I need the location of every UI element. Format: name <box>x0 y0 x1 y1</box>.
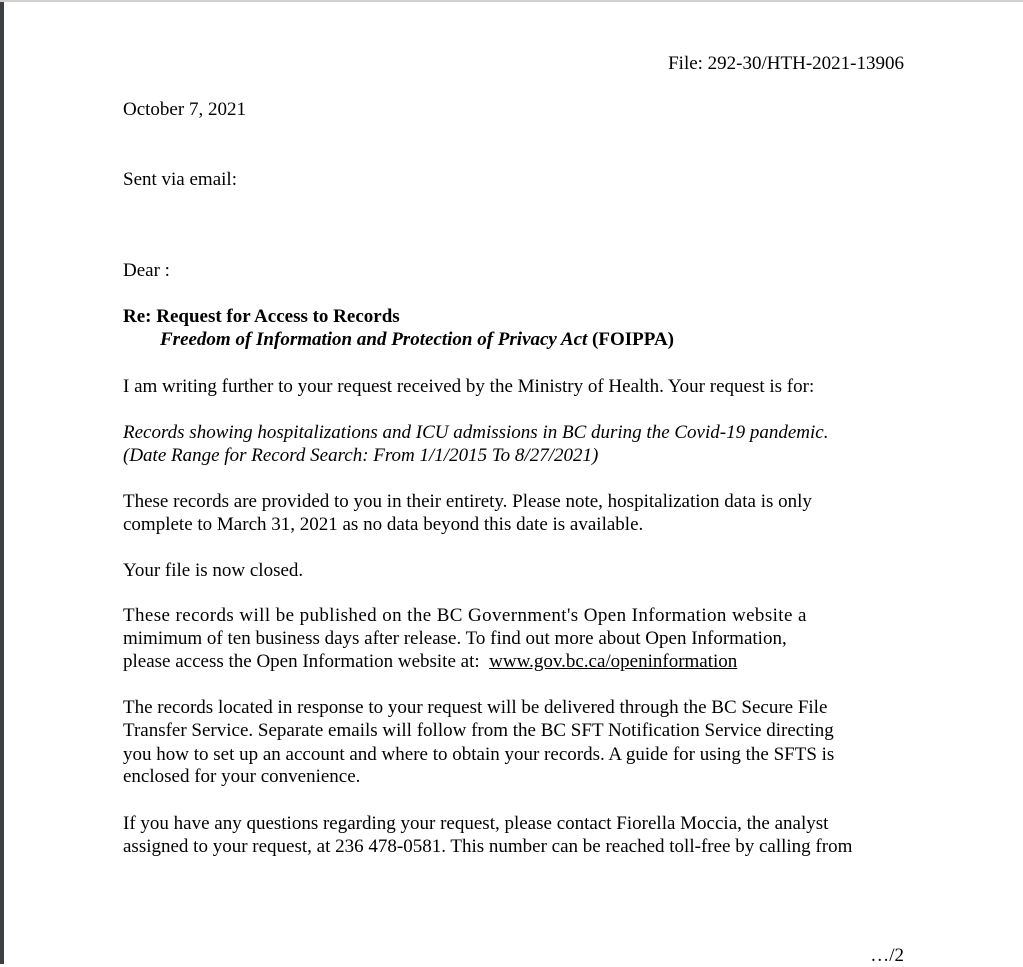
file-reference: File: 292-30/HTH-2021-13906 <box>668 53 904 74</box>
contact-line: assigned to your request, at 236 478-0581. This number can be reached toll-free by calling from <box>123 836 853 857</box>
delivery-line: enclosed for your convenience. <box>123 766 361 787</box>
delivery-line: The records located in response to your request will be delivered through the BC Secure File <box>123 697 828 718</box>
entirety-line: complete to March 31, 2021 as no data beyond this date is available. <box>123 514 644 535</box>
delivery-line: you how to set up an account and where to obtain your records. A guide for using the SFTS is <box>123 744 835 765</box>
act-line <box>160 328 674 351</box>
publish-line <box>123 650 737 673</box>
viewer-top-border <box>0 0 1023 2</box>
request-line: Records showing hospitalizations and ICU admissions in BC during the Covid-19 pandemic. <box>123 422 829 443</box>
act-abbrev: (FOIPPA) <box>587 329 675 350</box>
letter-date: October 7, 2021 <box>123 99 246 120</box>
page-continuation: …/2 <box>870 945 904 966</box>
sent-via: Sent via email: <box>123 169 237 190</box>
contact-line: If you have any questions regarding your request, please contact Fiorella Moccia, the analyst <box>123 813 829 834</box>
publish-text: please access the Open Information website at: <box>123 651 490 672</box>
entirety-line: These records are provided to you in their entirety. Please note, hospitalization data is only <box>123 491 812 512</box>
open-information-link[interactable]: www.gov.bc.ca/openinformation <box>489 651 738 672</box>
salutation: Dear : <box>123 260 170 281</box>
intro-paragraph: I am writing further to your request received by the Ministry of Health. Your request is for: <box>123 376 815 397</box>
publish-line: mimimum of ten business days after release. To find out more about Open Information, <box>123 628 787 649</box>
act-name: Freedom of Information and Protection of Privacy Act <box>160 329 588 350</box>
request-line: (Date Range for Record Search: From 1/1/2015 To 8/27/2021) <box>123 445 599 466</box>
viewer-left-border <box>0 0 4 964</box>
publish-line: These records will be published on the BC Government's Open Information website a <box>123 605 807 626</box>
delivery-line: Transfer Service. Separate emails will follow from the BC SFT Notification Service directing <box>123 720 834 741</box>
file-closed: Your file is now closed. <box>123 560 304 581</box>
re-line: Re: Request for Access to Records <box>123 306 400 327</box>
